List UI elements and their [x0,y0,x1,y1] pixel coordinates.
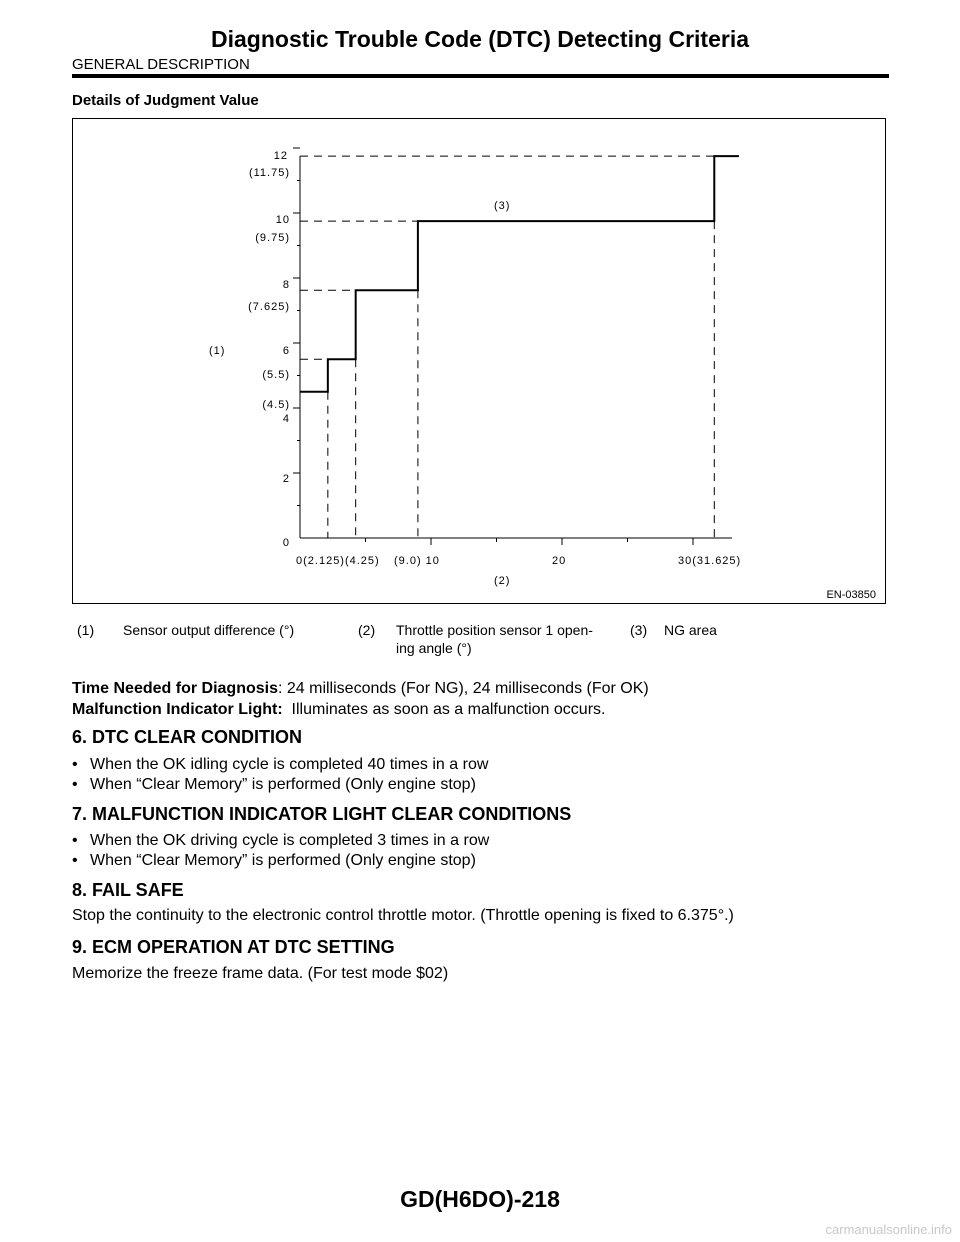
legend-num-3: (3) [630,622,648,638]
x-axis-ref: (2) [494,575,511,587]
x-tick-label: 30(31.625) [678,555,742,567]
section-9-title: 9. ECM OPERATION AT DTC SETTING [72,937,395,957]
section-7-title: 7. MALFUNCTION INDICATOR LIGHT CLEAR CONDITIONS [72,804,572,824]
list-item: • When the OK driving cycle is completed 3 times in a row [72,832,490,849]
diagnosis-time [72,680,649,698]
y-tick-label: 2 [282,473,290,485]
legend-text-2: Throttle position sensor 1 open- [396,622,593,638]
legend-text-2b: ing angle (°) [396,640,472,656]
y-ticks [293,148,300,506]
y-threshold-label: (5.5) [262,369,290,381]
diagnosis-mil-label: Malfunction Indicator Light: [72,701,283,718]
section-9-text: Memorize the freeze frame data. (For test mode $02) [72,965,449,982]
legend-text-3: NG area [664,622,717,638]
y-tick-label: 6 [282,345,290,357]
x-tick-label: 20 [552,555,567,567]
section-6-title: 6. DTC CLEAR CONDITION [72,727,303,747]
diagnosis-time-label: Time Needed for Diagnosis [72,680,278,697]
y-tick-label: 8 [282,279,290,291]
details-heading: Details of Judgment Value [72,92,259,109]
diagnosis-mil-value: Illuminates as soon as a malfunction occurs. [291,701,606,718]
list-item: • When “Clear Memory” is performed (Only engine stop) [72,776,476,793]
y-tick-label: 0 [282,537,290,549]
list-item-text: When “Clear Memory” is performed (Only engine stop) [90,852,476,869]
y-tick-label: 10 [275,214,290,226]
legend-num-2: (2) [358,622,376,638]
x-tick-label: (9.0) 10 [394,555,440,567]
figure-id: EN-03850 [826,589,876,601]
list-item-text: When “Clear Memory” is performed (Only engine stop) [90,776,476,793]
threshold-guides [300,156,739,538]
y-tick-label: 4 [282,413,290,425]
page-number: GD(H6DO)-218 [400,1186,560,1212]
section-8-text: Stop the continuity to the electronic control throttle motor. (Throttle opening is fixed to 6.375°.) [72,907,734,924]
x-ticks [366,538,694,545]
y-threshold-label: (7.625) [248,301,290,313]
ng-boundary-line [300,156,739,392]
list-item: • When the OK idling cycle is completed 40 times in a row [72,756,489,773]
legend-text-1: Sensor output difference (°) [123,622,295,638]
x-tick-label: 0(2.125)(4.25) [296,555,380,567]
y-threshold-label: (9.75) [255,232,290,244]
watermark: carmanualsonline.info [825,1222,952,1237]
page-title: Diagnostic Trouble Code (DTC) Detecting Criteria [211,26,749,52]
legend-num-1: (1) [77,622,95,638]
y-tick-label: 12 [273,150,288,162]
y-axis-ref: (1) [209,345,226,357]
y-threshold-label: (11.75) [248,167,290,179]
page-subtitle: GENERAL DESCRIPTION [72,56,250,73]
diagnosis-mil [72,701,605,719]
judgment-value-chart [72,118,886,604]
diagnosis-time-value: : 24 milliseconds (For NG), 24 milliseconds (For OK) [277,680,649,697]
list-item-text: When the OK idling cycle is completed 40 times in a row [90,756,489,773]
header-rule [72,74,889,78]
y-threshold-label: (4.5) [262,399,290,411]
list-item: • When “Clear Memory” is performed (Only engine stop) [72,852,476,869]
section-8-title: 8. FAIL SAFE [72,880,184,900]
list-item-text: When the OK driving cycle is completed 3 times in a row [90,832,490,849]
ng-area-ref: (3) [494,200,511,212]
